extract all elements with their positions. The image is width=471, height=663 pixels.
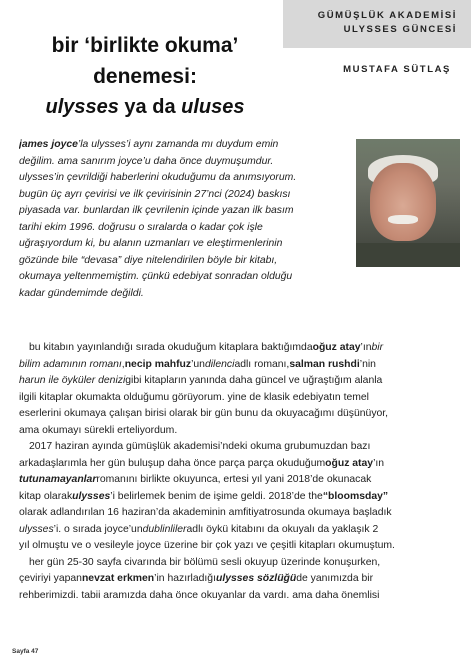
- title-uluses: uluses: [181, 96, 245, 118]
- body-line: ama okumayı sürekli erteliyordum.: [19, 424, 178, 436]
- article-title: [14, 30, 276, 123]
- intro-line: gözünde bile “devasa” diye nitelendirilen böyle bir kitabı,: [19, 254, 278, 266]
- intro-line: tarihi ekim 1996. doğrusu o sıralarda o kadar çok işle: [19, 221, 263, 233]
- body-line: olarak adlandırılan 16 haziran’da akademinin amfitiyatrosunda okumaya başladık: [19, 507, 392, 518]
- body-line: harun ile öyküler denizi gibi kitapların yanında daha güncel ve uğraştığım alanla: [19, 375, 383, 386]
- body-text: [19, 340, 457, 604]
- body-line: yıl olmuştu ve o vesileyle joyce üzerine bir çok yazı ve çeşitli kitapları okumuştum.: [19, 540, 395, 551]
- intro-line: ulysses’in çevrildiği haberlerini okuduğumu da anımsıyorum.: [19, 172, 297, 183]
- body-line: kitap olarak ulysses ’i belirlemek benim de işime geldi. 2018’de the “bloomsday”: [19, 490, 389, 502]
- author-name: MUSTAFA SÜTLAŞ: [343, 64, 451, 75]
- series-subtitle: ULYSSES GÜNCESİ: [343, 24, 457, 35]
- title-line-2: denemesi:: [93, 65, 197, 88]
- intro-line: james joyce’la ulysses’i aynı zamanda mı duydum emin: [19, 139, 279, 150]
- intro-line: bugün üç ayrı çevirisi ve ilk çevirisinin 27’nci (2024) baskısı: [19, 188, 291, 200]
- intro-line: okumaya yeltenmemiştim. çünkü edebiyat sonradan olduğu: [19, 271, 293, 282]
- body-line: her gün 25-30 sayfa civarında bir bölümü sesli okuyup üzerinde konuşurken,: [29, 556, 381, 568]
- title-ulysses: ulysses: [45, 96, 119, 118]
- body-line: arkadaşlarımla her gün buluşup daha önce parça parça okuduğum oğuz atay ’ın: [19, 457, 385, 469]
- author-photo: [356, 139, 460, 267]
- title-yada: ya da: [118, 96, 182, 118]
- body-line: ilgili kitaplar okumakta olduğumu görüyorum. yine de klasik edebiyatın temel: [19, 391, 369, 403]
- intro-line: uğraşıyordum ki, bu alanın uzmanları ve eleştirmenlerinin: [19, 238, 283, 249]
- body-line: tutunamayanlar romanını birlikte okuyunca, ertesi yıl yani 2018’de okunacak: [19, 474, 372, 485]
- body-line: 2017 haziran ayında gümüşlük akademisi’ndeki okuma grubumuzdan bazı: [29, 441, 371, 452]
- intro-line: değilim. ama sanırım joyce’u daha önce duymuşumdur.: [19, 155, 274, 167]
- page-number: Sayfa 47: [12, 648, 39, 655]
- intro-paragraph: [19, 137, 349, 302]
- body-line: rehberimizdi. tabii aramızda daha önce okuyanlar da vardı. ama daha önemlisi: [19, 589, 380, 601]
- body-line: eserlerini okumaya çalışan birisi olarak bir gün bunu da okuyacağımı düşünüyor,: [19, 408, 389, 419]
- title-line-1: bir ‘birlikte okuma’: [51, 34, 239, 57]
- series-title: GÜMÜŞLÜK AKADEMİSİ: [317, 10, 457, 21]
- body-line: bu kitabın yayınlandığı sırada okuduğum kitaplara baktığımda oğuz atay ’ın bir: [29, 342, 384, 353]
- body-line: ulysses ’i. o sırada joyce’un dublinliler adlı öykü kitabını da okuyalı da yaklaşık 2: [19, 523, 379, 535]
- intro-line: piyasada var. bunlardan ilk çevrilenin içinde yazan ilk basım: [19, 205, 294, 216]
- intro-line: kadar gündemimde değildi.: [19, 287, 144, 299]
- body-line: bilim adamının romanı , necip mahfuz ’un dilenci adlı romanı, salman rushdi ’nin: [19, 358, 376, 370]
- title-line-3: [14, 92, 276, 123]
- body-line: çeviriyi yapan nevzat erkmen ’in hazırladığı ulysses sözlüğü de yanımızda bir: [19, 573, 374, 584]
